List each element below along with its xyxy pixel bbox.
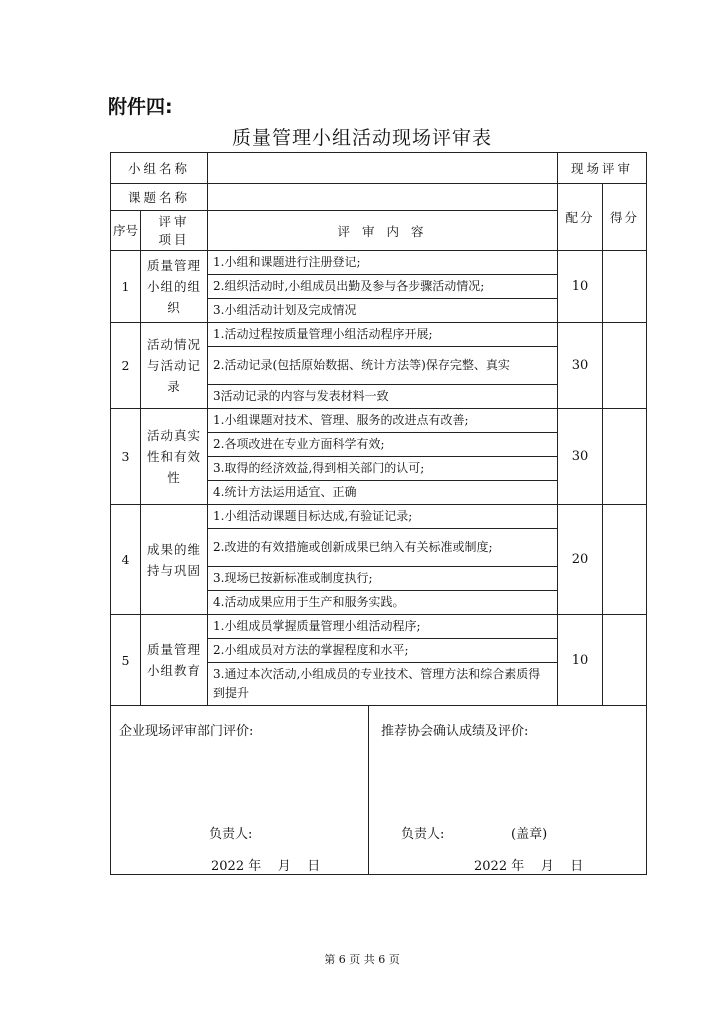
table-row	[111, 505, 647, 529]
section-category: 质量管理小组教育	[141, 615, 208, 706]
section-seq: 2	[111, 323, 141, 409]
section-seq: 1	[111, 251, 141, 323]
review-item-header: 评审项目	[141, 211, 208, 251]
allocated-score: 30	[558, 323, 603, 409]
review-criterion: 2.各项改进在专业方面科学有效;	[208, 433, 558, 457]
allocated-score: 10	[558, 251, 603, 323]
group-name-label: 小组名称	[111, 153, 208, 184]
review-criterion: 2.改进的有效措施或创新成果已纳入有关标准或制度;	[208, 529, 558, 567]
project-name-value[interactable]	[208, 184, 558, 211]
project-name-label: 课题名称	[111, 184, 208, 211]
allocated-score: 20	[558, 505, 603, 615]
obtained-score-input[interactable]	[603, 251, 647, 323]
allocated-score: 10	[558, 615, 603, 706]
section-seq: 5	[111, 615, 141, 706]
review-criterion: 4.活动成果应用于生产和服务实践。	[208, 591, 558, 615]
site-review-header: 现场评审	[558, 153, 647, 184]
review-criterion: 1.活动过程按质量管理小组活动程序开展;	[208, 323, 558, 347]
review-criterion: 3.现场已按新标准或制度执行;	[208, 567, 558, 591]
obtained-score-input[interactable]	[603, 409, 647, 505]
review-criterion: 3.通过本次活动,小组成员的专业技术、管理方法和综合素质得到提升	[208, 663, 558, 706]
table-row	[111, 323, 647, 347]
page-number: 第 6 页 共 6 页	[324, 953, 400, 966]
review-criterion: 3.小组活动计划及完成情况	[208, 299, 558, 323]
association-date: 2022 年 月 日	[474, 859, 584, 874]
association-evaluation-label: 推荐协会确认成绩及评价:	[381, 724, 529, 739]
review-content-header: 评 审 内 容	[208, 211, 558, 251]
obtained-score-header: 得分	[603, 184, 647, 251]
obtained-score-input[interactable]	[603, 323, 647, 409]
review-criterion: 2.活动记录(包括原始数据、统计方法等)保存完整、真实	[208, 347, 558, 385]
section-category: 活动情况与活动记录	[141, 323, 208, 409]
review-criterion: 3.取得的经济效益,得到相关部门的认可;	[208, 457, 558, 481]
evaluation-footer-row	[111, 706, 647, 875]
review-criterion: 1.小组成员掌握质量管理小组活动程序;	[208, 615, 558, 639]
review-criterion: 3活动记录的内容与发表材料一致	[208, 385, 558, 409]
group-name-value[interactable]	[208, 153, 558, 184]
association-evaluation-cell[interactable]	[558, 706, 647, 875]
section-category: 质量管理小组的组织	[141, 251, 208, 323]
enterprise-date: 2022 年 月 日	[211, 859, 321, 874]
section-category: 成果的维持与巩固	[141, 505, 208, 615]
obtained-score-input[interactable]	[603, 615, 647, 706]
review-criterion: 1.小组和课题进行注册登记;	[208, 251, 558, 275]
section-seq: 3	[111, 409, 141, 505]
footer-divider	[368, 706, 369, 874]
table-row	[111, 409, 647, 433]
seq-header: 序号	[111, 211, 141, 251]
review-criterion: 1.小组活动课题目标达成,有验证记录;	[208, 505, 558, 529]
project-name-row	[111, 184, 647, 211]
obtained-score-input[interactable]	[603, 505, 647, 615]
review-criterion: 2.组织活动时,小组成员出勤及参与各步骤活动情况;	[208, 275, 558, 299]
table-row	[111, 615, 647, 639]
review-criterion: 2.小组成员对方法的掌握程度和水平;	[208, 639, 558, 663]
table-row	[111, 251, 647, 275]
review-criterion: 4.统计方法运用适宜、正确	[208, 481, 558, 505]
section-category: 活动真实性和有效性	[141, 409, 208, 505]
association-responsible-label: 负责人:	[401, 827, 445, 842]
document-title: 质量管理小组活动现场评审表	[231, 127, 492, 149]
review-table	[110, 152, 647, 875]
allocated-score: 30	[558, 409, 603, 505]
enterprise-evaluation-label: 企业现场评审部门评价:	[119, 724, 254, 739]
allocated-score-header: 配分	[558, 184, 603, 251]
seal-label: (盖章)	[511, 827, 548, 842]
enterprise-evaluation-cell[interactable]	[111, 706, 584, 875]
enterprise-responsible-label: 负责人:	[209, 827, 253, 842]
section-seq: 4	[111, 505, 141, 615]
group-name-row	[111, 153, 647, 184]
attachment-label: 附件四:	[108, 96, 173, 118]
review-criterion: 1.小组课题对技术、管理、服务的改进点有改善;	[208, 409, 558, 433]
